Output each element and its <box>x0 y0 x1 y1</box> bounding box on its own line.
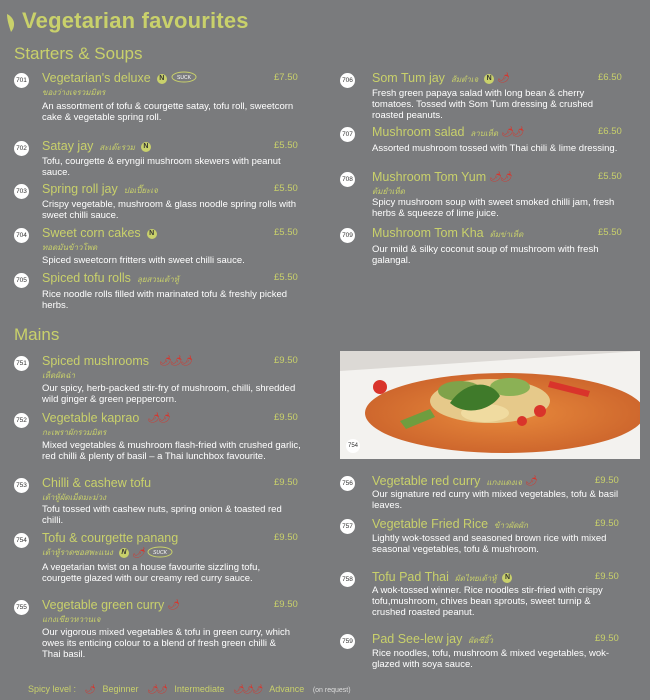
item-description: A wok-tossed winner. Rice noodles stir-fried with crispy tofu,mushroom, chives bean sprouts, sweet turnip & crushed roasted peanut. <box>372 585 603 618</box>
item-number: 705 <box>14 273 29 288</box>
chilli-icon: 🌶 <box>167 600 179 612</box>
legend-note: (on request) <box>312 687 351 694</box>
item-thai-name: ลุยสวนเต้าหู้ <box>136 275 180 284</box>
item-description: Mixed vegetables & mushroom flash-fried with crushed garlic, red chilli & plenty of basil – a Thai lunchbox favourite. <box>42 440 301 462</box>
nuts-badge: N <box>157 74 167 84</box>
item-thai-name: สะเต๊ะรวม <box>99 143 135 152</box>
item-name: Tofu Pad Thai <box>372 570 449 584</box>
item-number: 759 <box>340 634 355 649</box>
item-description: Tofu tossed with cashew nuts, spring onion & toasted red chilli. <box>42 504 282 526</box>
item-description: Tofu, courgette & eryngii mushroom skewers with peanut sauce. <box>42 156 281 178</box>
item-number: 704 <box>14 228 29 243</box>
item-price: £9.50 <box>274 355 298 366</box>
chilli-icon: 🌶 <box>497 73 508 85</box>
suck-bowl-icon <box>171 71 197 86</box>
chilli-icon: 🌶 <box>525 476 536 488</box>
item-price: £9.50 <box>595 633 619 644</box>
item-number: 751 <box>14 356 29 371</box>
item-description: A vegetarian twist on a house favourite sizzling tofu, courgette glazed with our creamy red curry sauce. <box>42 562 261 584</box>
item-name: Spring roll jay <box>42 182 118 196</box>
item-price: £5.50 <box>274 272 298 283</box>
chilli-icon: 🌶 <box>131 547 143 559</box>
item-description: Our spicy, herb-packed stir-fry of mushroom, chilli, shredded wild ginger & green peppercorn. <box>42 383 296 405</box>
chilli-icon: 🌶 <box>84 684 94 694</box>
curry-dish-illustration <box>340 351 640 459</box>
item-number: 707 <box>340 127 355 142</box>
item-number: 758 <box>340 572 355 587</box>
item-number: 753 <box>14 478 29 493</box>
item-thai-name: ต้มยำเห็ด <box>372 187 405 196</box>
item-price: £9.50 <box>274 599 298 610</box>
item-name: Mushroom Tom Kha <box>372 226 484 240</box>
item-name: Som Tum jay <box>372 71 445 85</box>
item-description: Crispy vegetable, mushroom & glass noodle spring rolls with sweet chilli sauce. <box>42 199 296 221</box>
chilli-icon: 🌶🌶🌶 <box>159 356 192 368</box>
item-price: £9.50 <box>274 532 298 543</box>
legend-beginner: Beginner <box>102 684 139 694</box>
item-number: 706 <box>340 73 355 88</box>
item-description: Spicy mushroom soup with sweet smoked chilli jam, fresh herbs & squeeze of lime juice. <box>372 197 615 219</box>
item-description: Spiced sweetcorn fritters with sweet chilli sauce. <box>42 255 245 266</box>
item-thai-name: แกงแดงเจ <box>486 478 522 487</box>
section-mains-title: Mains <box>14 325 60 344</box>
item-price: £5.50 <box>598 171 622 182</box>
nuts-badge: N <box>484 74 494 84</box>
item-number: 752 <box>14 413 29 428</box>
menu-title: Vegetarian favourites <box>22 8 249 33</box>
chilli-icon: 🌶🌶 <box>501 127 523 139</box>
photo-item-number: 754 <box>346 439 360 453</box>
item-price: £5.50 <box>598 227 622 238</box>
item-name: Vegetarian's deluxe <box>42 71 151 85</box>
bowl-label: SUCK <box>176 75 191 82</box>
item-description: An assortment of tofu & courgette satay, tofu roll, sweetcorn cake & vegetable spring roll. <box>42 101 294 123</box>
item-price: £9.50 <box>274 412 298 423</box>
item-name: Vegetable kaprao <box>42 411 140 425</box>
item-name: Satay jay <box>42 139 94 153</box>
item-thai-name: ปอเปี๊ยะเจ <box>123 186 158 195</box>
chilli-icon: 🌶🌶 <box>147 413 169 425</box>
item-description: Lightly wok-tossed and seasoned brown rice with mixed seasonal vegetables, tofu & mushroom. <box>372 533 607 555</box>
item-thai-name: เต้าหู้ผัดเม็ดมะม่วง <box>42 493 107 502</box>
item-price: £9.50 <box>595 571 619 582</box>
item-thai-name: เห็ดผัดฉ่า <box>42 371 76 380</box>
item-thai-name: ทอดมันข้าวโพด <box>42 243 98 252</box>
item-number: 754 <box>14 533 29 548</box>
item-price: £9.50 <box>595 518 619 529</box>
item-description: Rice noodle rolls filled with marinated tofu & freshly picked herbs. <box>42 289 288 311</box>
item-thai-name: เต้าหู้ราดซอสพะแนง <box>42 548 113 558</box>
legend-advance: Advance <box>269 684 305 694</box>
nuts-badge: N <box>502 573 512 583</box>
item-price: £7.50 <box>274 72 298 83</box>
item-number: 709 <box>340 228 355 243</box>
item-number: 701 <box>14 73 29 88</box>
item-name: Mushroom Tom Yum <box>372 170 487 184</box>
item-name: Tofu & courgette panang <box>42 531 179 545</box>
item-thai-name: ผัดไทยเต้าหู้ <box>454 574 497 583</box>
item-price: £9.50 <box>595 475 619 486</box>
dish-photo <box>340 351 640 459</box>
item-price: £5.50 <box>274 183 298 194</box>
chilli-icon: 🌶🌶 <box>147 684 166 694</box>
item-name: Spiced tofu rolls <box>42 271 131 285</box>
item-thai-name: แกงเขียวหวานเจ <box>42 615 101 624</box>
item-price: £6.50 <box>598 72 622 83</box>
nuts-badge: N <box>147 229 157 239</box>
bowl-label: SUCK <box>152 550 167 556</box>
item-name: Pad See-lew jay <box>372 632 463 646</box>
nuts-badge: N <box>119 548 129 558</box>
suck-bowl-icon <box>147 546 173 560</box>
item-name: Vegetable red curry <box>372 474 481 488</box>
legend-label: Spicy level : <box>28 684 77 694</box>
spicy-level-legend <box>28 684 357 695</box>
item-price: £9.50 <box>274 477 298 488</box>
item-description: Our signature red curry with mixed vegetables, tofu & basil leaves. <box>372 489 619 511</box>
item-number: 757 <box>340 519 355 534</box>
item-thai-name: ส้มตำเจ <box>450 75 479 84</box>
item-price: £6.50 <box>598 126 622 137</box>
item-name: Spiced mushrooms <box>42 354 149 368</box>
nuts-badge: N <box>141 142 151 152</box>
legend-intermediate: Intermediate <box>174 684 225 694</box>
item-price: £5.50 <box>274 227 298 238</box>
item-thai-name: ต้มข่าเห็ด <box>489 230 524 239</box>
item-number: 755 <box>14 600 29 615</box>
item-thai-name: ของว่างเจรวมมิตร <box>42 88 106 97</box>
item-name: Vegetable Fried Rice <box>372 517 489 531</box>
item-number: 756 <box>340 476 355 491</box>
item-name: Vegetable green curry <box>42 598 165 612</box>
item-name: Sweet corn cakes <box>42 226 141 240</box>
item-description: Fresh green papaya salad with long bean & cherry tomatoes. Tossed with Som Tum dressing & crushed roasted peanuts. <box>372 88 594 121</box>
item-thai-name: ข้าวผัดผัก <box>494 521 528 530</box>
item-description: Rice noodles, tofu, mushroom & mixed vegetables, wok-glazed with soya sauce. <box>372 648 610 670</box>
item-name: Mushroom salad <box>372 125 465 139</box>
item-number: 702 <box>14 141 29 156</box>
item-thai-name: ลาบเห็ด <box>470 129 499 138</box>
item-name: Chilli & cashew tofu <box>42 476 152 490</box>
section-starters-title: Starters & Soups <box>14 44 143 63</box>
chilli-icon: 🌶🌶🌶 <box>232 684 262 694</box>
item-description: Assorted mushroom tossed with Thai chili & lime dressing. <box>372 143 618 154</box>
item-thai-name: กะเพราผักรวมมิตร <box>42 428 107 437</box>
item-description: Our mild & silky coconut soup of mushroom with fresh galangal. <box>372 244 599 266</box>
item-thai-name: ผัดซีอิ๊ว <box>468 636 493 645</box>
item-price: £5.50 <box>274 140 298 151</box>
item-number: 703 <box>14 184 29 199</box>
chilli-icon: 🌶🌶 <box>489 172 511 184</box>
item-number: 708 <box>340 172 355 187</box>
leaf-icon <box>5 12 17 34</box>
item-description: Our vigorous mixed vegetables & tofu in green curry, which owes its enticing colour to a blend of fresh green chilli & Thai basil. <box>42 627 290 660</box>
